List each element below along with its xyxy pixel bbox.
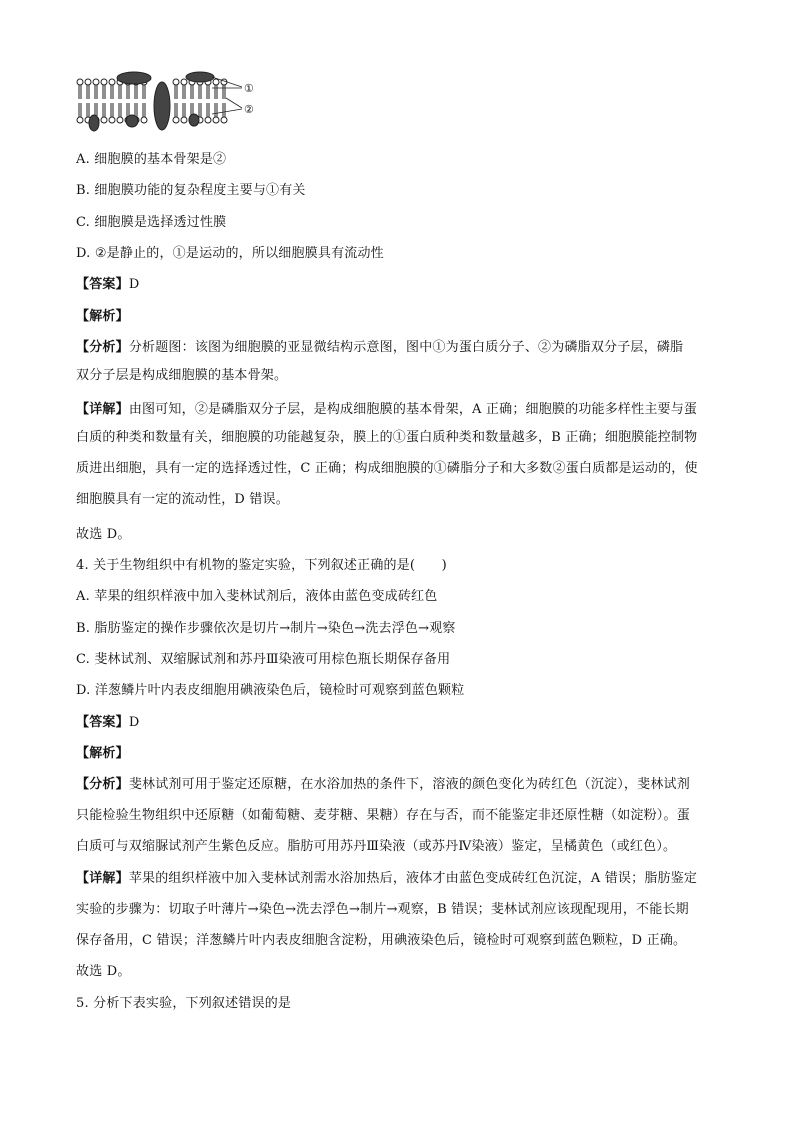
phospholipid-tail — [199, 85, 201, 99]
phospholipid-tail — [87, 85, 89, 99]
q3-xiangjie-line: 【详解】由图可知，②是磷脂双分子层，是构成细胞膜的基本骨架，A 正确；细胞膜的功能多样性主要与蛋 — [76, 402, 698, 417]
phospholipid-head — [93, 79, 99, 85]
phospholipid-head — [101, 117, 107, 123]
q3-option-d: D. ②是静止的，①是运动的，所以细胞膜具有流动性 — [76, 246, 384, 261]
label-1: ① — [244, 82, 254, 95]
phospholipid-tail — [87, 103, 89, 117]
q3-fenxi-line: 双分子层是构成细胞膜的基本骨架。 — [76, 368, 288, 383]
phospholipid-tail — [143, 103, 145, 117]
q4-xiangjie-line: 实验的步骤为：切取子叶薄片→染色→洗去浮色→制片→观察，B 错误；斐林试剂应该现配现用，不能长期 — [76, 902, 689, 917]
q3-option-b: B. 细胞膜功能的复杂程度主要与①有关 — [76, 183, 306, 198]
q3-conclusion: 故选 D。 — [76, 527, 131, 542]
phospholipid-tail — [111, 103, 113, 117]
cell-membrane-diagram — [76, 68, 266, 136]
protein-surface — [117, 72, 151, 84]
q4-fenxi-line: 白质可与双缩脲试剂产生紫色反应。脂肪可用苏丹Ⅲ染液（或苏丹Ⅳ染液）鉴定，呈橘黄色（或红色）。 — [76, 839, 677, 854]
phospholipid-tail — [223, 103, 225, 117]
q3-xiangjie-line: 细胞膜具有一定的流动性，D 错误。 — [76, 492, 289, 507]
phospholipid-head — [109, 79, 115, 85]
q4-stem: 4. 关于生物组织中有机物的鉴定实验，下列叙述正确的是( ) — [76, 558, 447, 573]
q4-option-a: A. 苹果的组织样液中加入斐林试剂后，液体由蓝色变成砖红色 — [76, 589, 438, 604]
q5-stem: 5. 分析下表实验，下列叙述错误的是 — [76, 996, 292, 1011]
protein-peripheral — [189, 114, 199, 126]
phospholipid-head — [173, 117, 179, 123]
q4-xiangjie-line: 保存备用，C 错误；洋葱鳞片叶内表皮细胞含淀粉，用碘液染色后，镜检时可观察到蓝色颗粒，D 正确。 — [76, 933, 687, 948]
phospholipid-tail — [215, 103, 217, 117]
phospholipid-tail — [119, 85, 121, 99]
phospholipid-head — [77, 79, 83, 85]
q4-conclusion: 故选 D。 — [76, 964, 131, 979]
phospholipid-head — [221, 117, 227, 123]
phospholipid-tail — [199, 103, 201, 117]
phospholipid-head — [77, 117, 83, 123]
phospholipid-tail — [143, 85, 145, 99]
phospholipid-tail — [103, 85, 105, 99]
phospholipid-tail — [215, 85, 217, 99]
phospholipid-tail — [135, 85, 137, 99]
phospholipid-tail — [127, 85, 129, 99]
q4-fenxi-line: 只能检验生物组织中还原糖（如葡萄糖、麦芽糖、果糖）存在与否，而不能鉴定非还原性糖（如淀粉）。蛋 — [76, 808, 690, 823]
q3-answer — [76, 275, 726, 295]
q4-analysis-tag: 【解析】 — [76, 746, 129, 761]
phospholipid-tail — [223, 85, 225, 99]
q3-option-a: A. 细胞膜的基本骨架是② — [76, 152, 227, 167]
phospholipid-tail — [183, 85, 185, 99]
phospholipid-tail — [135, 103, 137, 117]
phospholipid-tail — [119, 103, 121, 117]
phospholipid-head — [117, 117, 123, 123]
phospholipid-tail — [191, 85, 193, 99]
phospholipid-head — [181, 117, 187, 123]
phospholipid-head — [205, 117, 211, 123]
phospholipid-head — [109, 117, 115, 123]
phospholipid-tail — [207, 85, 209, 99]
xiangjie-tag: 【详解】 — [76, 402, 129, 417]
phospholipid-head — [181, 79, 187, 85]
phospholipid-head — [173, 79, 179, 85]
phospholipid-head — [213, 79, 219, 85]
protein-surface — [186, 72, 214, 82]
fenxi-tag: 【分析】 — [76, 340, 129, 355]
q4-option-c: C. 斐林试剂、双缩脲试剂和苏丹Ⅲ染液可用棕色瓶长期保存备用 — [76, 652, 451, 667]
protein-embedded — [154, 82, 170, 130]
q4-xiangjie-line: 【详解】苹果的组织样液中加入斐林试剂需水浴加热后，液体才由蓝色变成砖红色沉淀，A 错误；脂肪鉴定 — [76, 871, 698, 886]
answer-tag: 【答案】 — [76, 715, 129, 730]
xiangjie-tag: 【详解】 — [76, 871, 129, 886]
phospholipid-head — [101, 79, 107, 85]
phospholipid-tail — [79, 85, 81, 99]
phospholipid-head — [141, 117, 147, 123]
answer-value: D — [128, 715, 140, 730]
phospholipid-tail — [79, 103, 81, 117]
q4-fenxi-line: 【分析】斐林试剂可用于鉴定还原糖，在水浴加热的条件下，溶液的颜色变化为砖红色（沉淀），斐林试剂 — [76, 777, 690, 792]
label-2: ② — [244, 103, 254, 116]
q4-answer — [76, 713, 726, 733]
phospholipid-tail — [175, 103, 177, 117]
phospholipid-tail — [207, 103, 209, 117]
q3-fenxi-line: 【分析】分析题图：该图为细胞膜的亚显微结构示意图，图中①为蛋白质分子、②为磷脂双分子层，磷脂 — [76, 340, 684, 355]
answer-tag: 【答案】 — [76, 277, 129, 292]
phospholipid-head — [85, 79, 91, 85]
phospholipid-head — [213, 117, 219, 123]
phospholipid-tail — [127, 103, 129, 117]
phospholipid-tail — [95, 85, 97, 99]
q3-xiangjie-line: 质进出细胞，具有一定的选择透过性，C 正确；构成细胞膜的①磷脂分子和大多数②蛋白质都是运动的，使 — [76, 461, 698, 476]
phospholipid-tail — [111, 85, 113, 99]
q3-analysis-tag: 【解析】 — [76, 309, 129, 324]
phospholipid-tail — [183, 103, 185, 117]
protein-peripheral — [126, 115, 138, 127]
phospholipid-tail — [103, 103, 105, 117]
phospholipid-tail — [175, 85, 177, 99]
q3-option-c: C. 细胞膜是选择透过性膜 — [76, 215, 227, 230]
fenxi-tag: 【分析】 — [76, 777, 129, 792]
q4-option-d: D. 洋葱鳞片叶内表皮细胞用碘液染色后，镜检时可观察到蓝色颗粒 — [76, 683, 465, 698]
q4-option-b: B. 脂肪鉴定的操作步骤依次是切片→制片→染色→洗去浮色→观察 — [76, 621, 456, 636]
protein-peripheral — [89, 115, 99, 131]
answer-value: D — [128, 277, 140, 292]
q3-xiangjie-line: 白质的种类和数量有关，细胞膜的功能越复杂，膜上的①蛋白质种类和数量越多，B 正确；细胞膜能控制物 — [76, 430, 698, 445]
